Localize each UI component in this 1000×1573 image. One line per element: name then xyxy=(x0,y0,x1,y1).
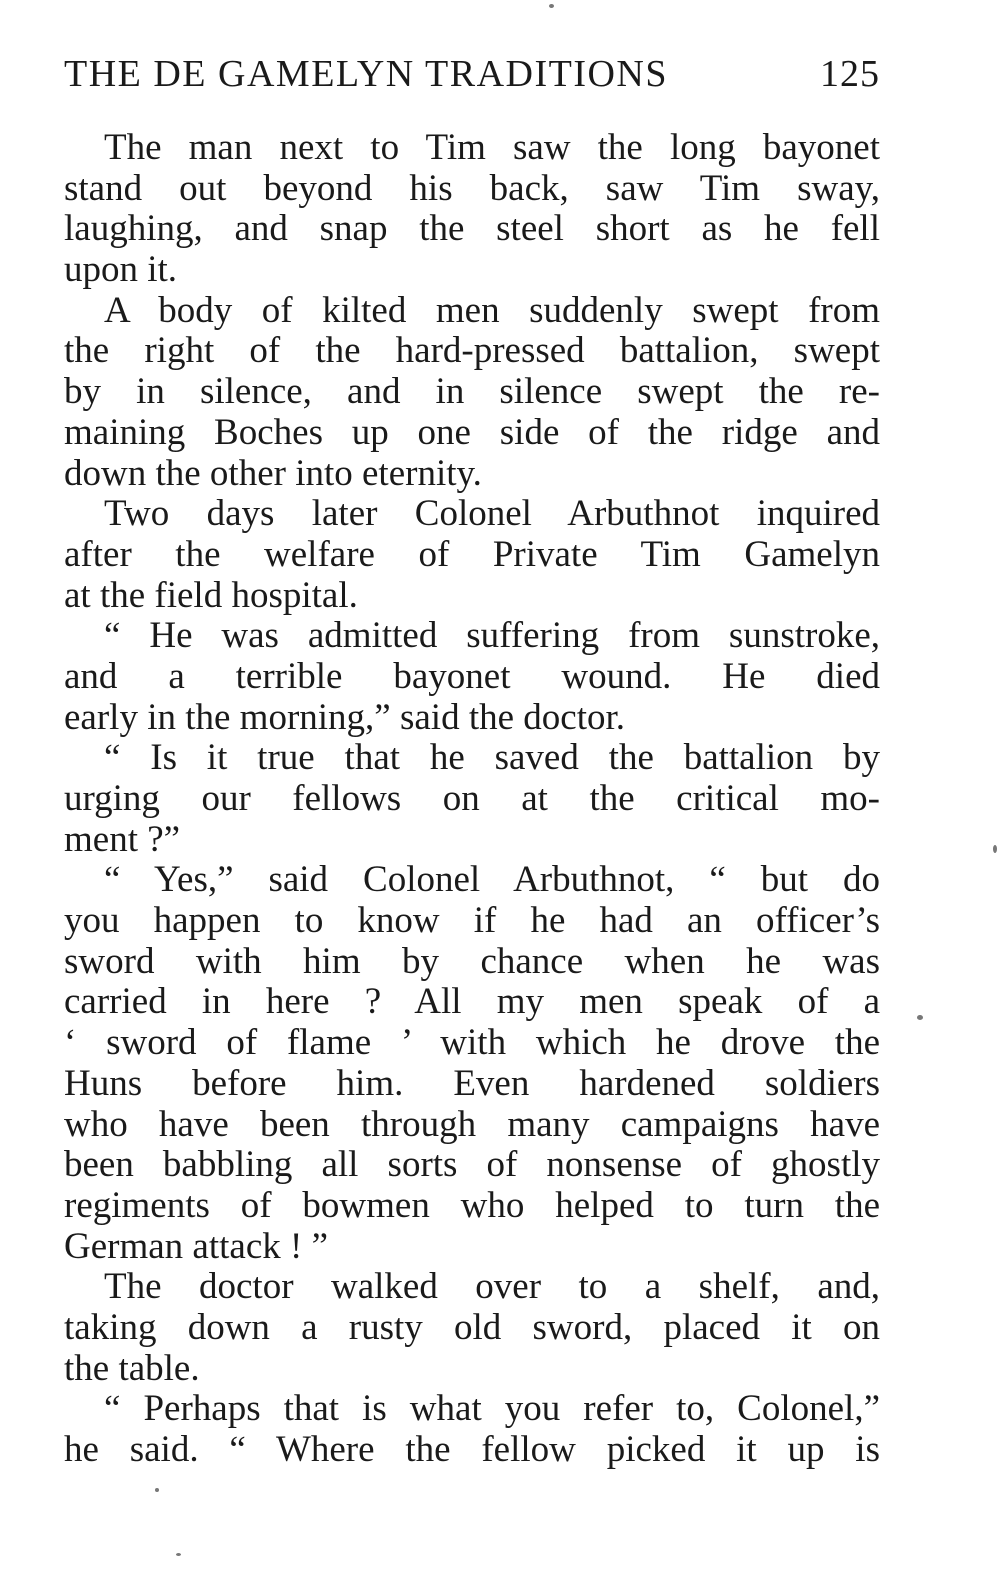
text-line: you happen to know if he had an officer’s xyxy=(64,900,880,942)
text-line: the right of the hard-pressed battalion, swept xyxy=(64,330,880,372)
book-page xyxy=(64,52,880,1471)
running-header xyxy=(64,52,880,108)
text-line: Two days later Colonel Arbuthnot inquired xyxy=(104,493,880,535)
text-line: the table. xyxy=(64,1347,200,1389)
running-title: THE DE GAMELYN TRADITIONS xyxy=(64,53,668,95)
scan-speck xyxy=(993,845,997,853)
text-line: The doctor walked over to a shelf, and, xyxy=(104,1266,880,1308)
scan-speck xyxy=(176,1553,181,1556)
text-line: “ Is it true that he saved the battalion by xyxy=(104,737,880,779)
page-number: 125 xyxy=(820,53,880,95)
text-line: early in the morning,” said the doctor. xyxy=(64,696,626,738)
text-line: urging our fellows on at the critical mo- xyxy=(64,778,880,819)
text-line: ‘ sword of flame ’ with which he drove the xyxy=(64,1022,880,1064)
text-line: German attack ! ” xyxy=(64,1225,328,1267)
text-line: “ He was admitted suffering from sunstroke, xyxy=(104,615,880,657)
text-line: at the field hospital. xyxy=(64,574,358,616)
text-line: by in silence, and in silence swept the re- xyxy=(64,371,880,413)
text-line: laughing, and snap the steel short as he fell xyxy=(64,208,880,250)
text-line: been babbling all sorts of nonsense of ghostly xyxy=(64,1144,880,1186)
text-line: sword with him by chance when he was xyxy=(64,940,880,982)
text-line: The man next to Tim saw the long bayonet xyxy=(104,127,880,168)
text-line: “ Yes,” said Colonel Arbuthnot, “ but do xyxy=(104,859,880,901)
scan-speck xyxy=(549,4,554,8)
text-line: carried in here ? All my men speak of a xyxy=(64,981,880,1023)
text-line: “ Perhaps that is what you refer to, Colonel,” xyxy=(104,1388,880,1430)
scan-speck xyxy=(917,1015,923,1020)
scan-speck xyxy=(155,1488,159,1492)
text-line: upon it. xyxy=(64,249,178,291)
text-line: he said. “ Where the fellow picked it up is xyxy=(64,1429,880,1470)
text-line: down the other into eternity. xyxy=(64,452,482,494)
text-line: Huns before him. Even hardened soldiers xyxy=(64,1062,880,1104)
text-line: taking down a rusty old sword, placed it on xyxy=(64,1306,880,1348)
text-line: maining Boches up one side of the ridge and xyxy=(64,411,880,453)
text-line: and a terrible bayonet wound. He died xyxy=(64,655,880,697)
text-line: ment ?” xyxy=(64,818,181,860)
text-line: after the welfare of Private Tim Gamelyn xyxy=(64,533,880,575)
text-line: regiments of bowmen who helped to turn the xyxy=(64,1184,880,1226)
text-line: who have been through many campaigns have xyxy=(64,1103,880,1145)
text-line: stand out beyond his back, saw Tim sway, xyxy=(64,167,880,209)
text-line: A body of kilted men suddenly swept from xyxy=(104,289,880,331)
body-text xyxy=(64,128,880,1471)
